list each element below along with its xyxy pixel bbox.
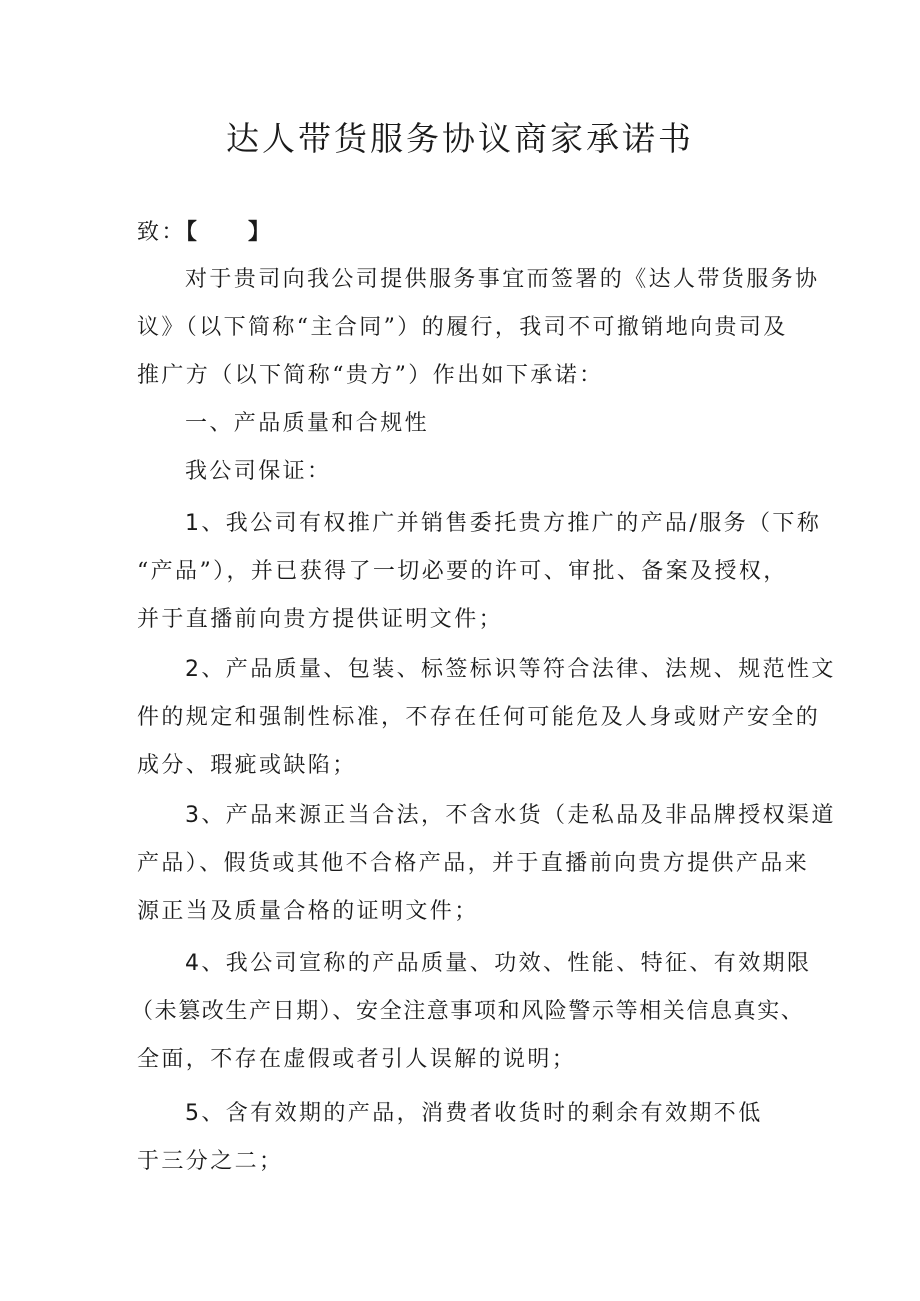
item-3-line-3: 源正当及质量合格的证明文件； <box>137 899 479 924</box>
guarantee-lead: 我公司保证： <box>185 459 332 484</box>
item-2-line-3: 成分、瑕疵或缺陷； <box>137 753 357 778</box>
item-text: 、产品质量、包装、标签标识等符合法律、法规、规范性文 <box>201 657 836 682</box>
item-number: 4 <box>185 951 202 976</box>
item-number: 2 <box>185 657 202 682</box>
intro-line-3: 推广方（以下简称“贵方”）作出如下承诺： <box>137 363 604 388</box>
item-4-line-1 <box>185 949 811 979</box>
salutation-bracket-close: 】 <box>248 220 273 245</box>
intro-line-1: 对于贵司向我公司提供服务事宜而签署的《达人带货服务协 <box>185 267 820 292</box>
item-text: 、含有效期的产品，消费者收货时的剩余有效期不低 <box>201 1101 763 1126</box>
intro-line-2: 议》（以下简称“主合同”）的履行，我司不可撤销地向贵司及 <box>137 315 788 340</box>
salutation-prefix: 致： <box>137 220 186 245</box>
item-1-line-1 <box>185 509 821 539</box>
item-4-line-3: 全面，不存在虚假或者引人误解的说明； <box>137 1047 577 1072</box>
item-number: 1 <box>185 511 202 536</box>
item-3-line-1 <box>185 801 836 831</box>
item-2-line-1 <box>185 655 836 685</box>
item-text: 、产品来源正当合法，不含水货（走私品及非品牌授权渠道 <box>201 803 836 828</box>
item-text: 、我公司有权推广并销售委托贵方推广的产品/服务（下称 <box>201 511 822 536</box>
salutation-recipient-blank <box>199 220 248 245</box>
item-5-line-1 <box>185 1099 763 1129</box>
item-2-line-2: 件的规定和强制性标准，不存在任何可能危及人身或财产安全的 <box>137 705 821 730</box>
salutation-bracket-open: 【 <box>185 220 200 245</box>
item-5-line-2: 于三分之二； <box>137 1149 284 1174</box>
section-heading: 一、产品质量和合规性 <box>185 411 430 436</box>
item-number: 5 <box>185 1101 202 1126</box>
document-title: 达人带货服务协议商家承诺书 <box>226 119 694 158</box>
item-1-line-2: “产品”），并已获得了一切必要的许可、审批、备案及授权， <box>137 559 788 584</box>
item-3-line-2: 产品）、假货或其他不合格产品，并于直播前向贵方提供产品来 <box>137 851 810 876</box>
salutation <box>137 218 272 248</box>
item-text: 、我公司宣称的产品质量、功效、性能、特征、有效期限 <box>201 951 812 976</box>
item-4-line-2: （未篡改生产日期）、安全注意事项和风险警示等相关信息真实、 <box>131 999 805 1024</box>
item-1-line-3: 并于直播前向贵方提供证明文件； <box>137 607 504 632</box>
item-number: 3 <box>185 803 202 828</box>
